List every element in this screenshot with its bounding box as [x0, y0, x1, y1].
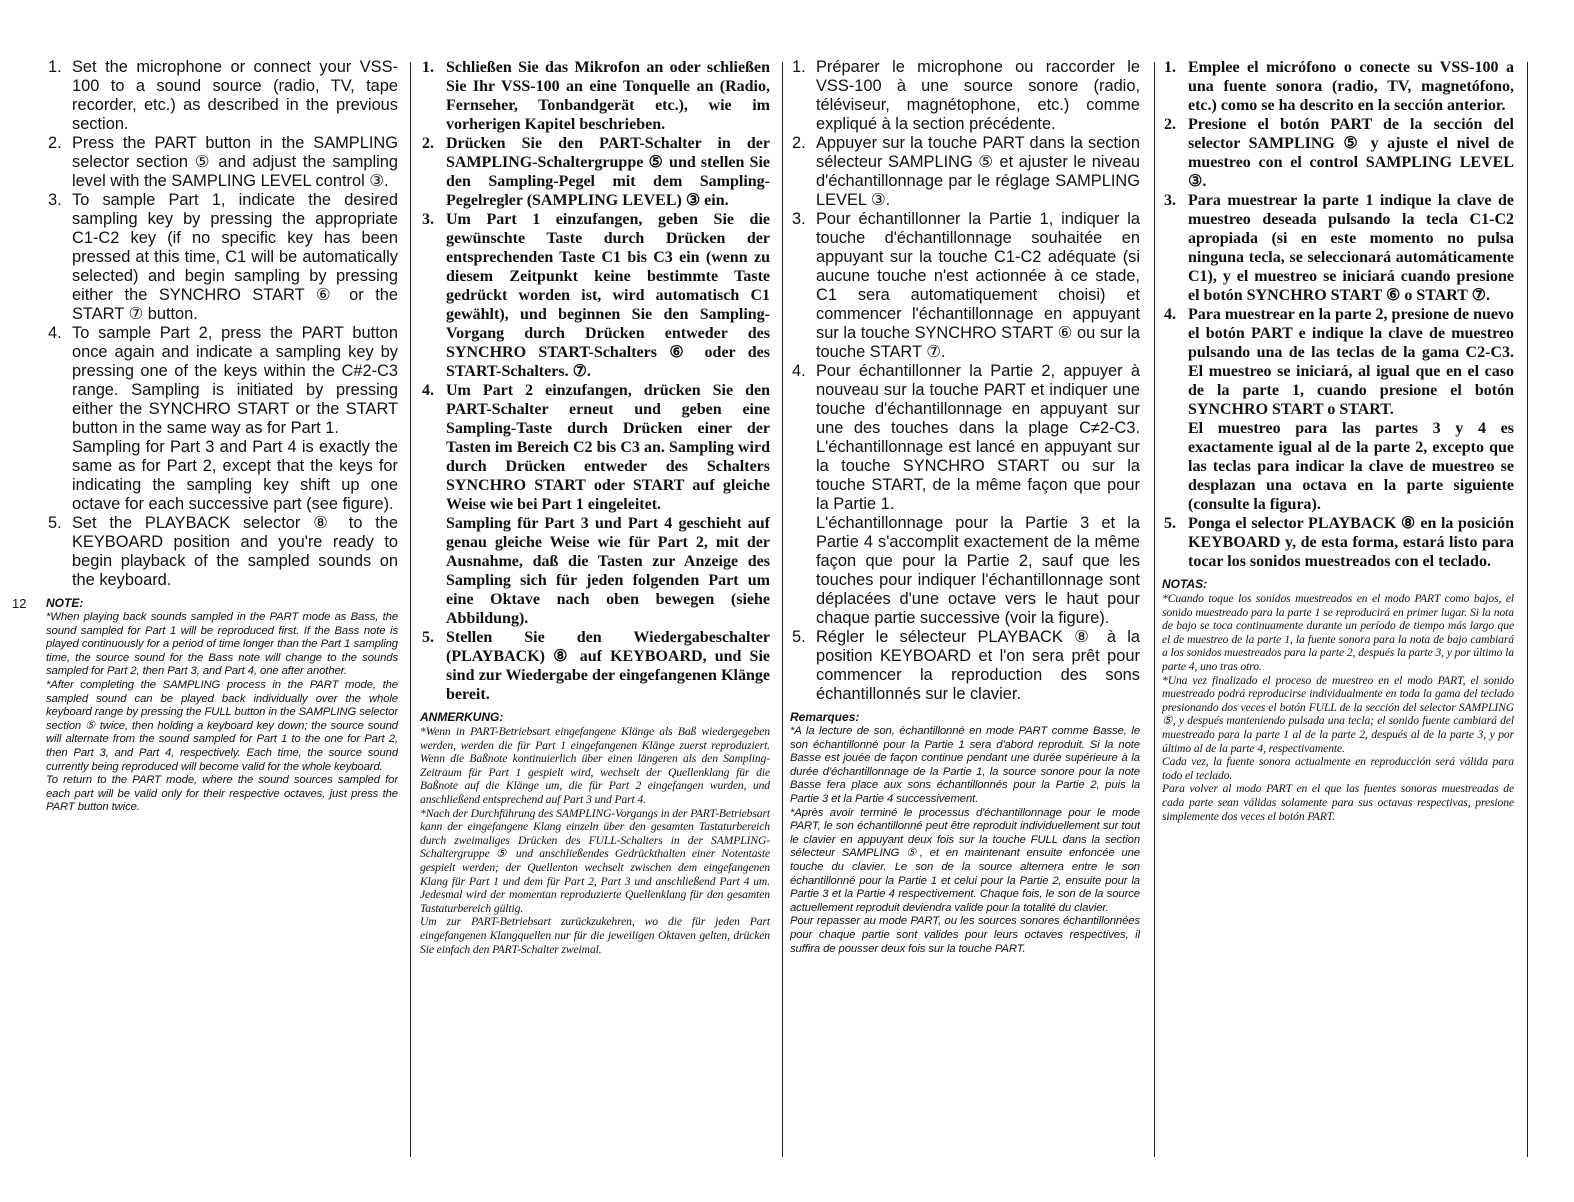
note-title: Remarques: [790, 710, 860, 724]
column-divider [782, 62, 783, 1157]
step: 4. Um Part 2 einzufangen, drücken Sie den PART-Schalter erneut und geben eine Sampling-Taste durch Drücken einer der Tasten im Bereich C2 bis C3 an. Sampling wird durch Drücken entweder des Schalters SYNCHRO START oder START auf gleiche Weise wie bei Part 1 eingeleitet. Sampling für Part 3 und Part 4 geschieht auf genau gleiche Weise wie für Part 2, mit der Ausnahme, daß die Tasten zur Anzeige des Sampling sich für jeden folgenden Part um eine Oktave nach oben bewegen (siehe Abbildung). [422, 382, 770, 627]
note-title: ANMERKUNG: [420, 710, 504, 724]
step-extra-paragraph: El muestreo para las partes 3 y 4 es exactamente igual al de la parte 2, excepto que las teclas para indicar la clave de muestreo se desplazan una octava en la parte siguiente (consulte la figura). [1188, 420, 1514, 513]
step: 1. Set the microphone or connect your VSS-100 to a sound source (radio, TV, tape recorder, etc.) as described in the previous section. [48, 58, 398, 133]
step: 4. Pour échantillonner la Partie 2, appuyer à nouveau sur la touche PART et indiquer une touche d'échantillonnage en appuyant sur une des touches dans la plage C≠2-C3. L'échantillonnage est lancé en appuyant sur la touche SYNCHRO START ou sur la touche START, de la même façon que pour la Partie 1. L'échantillonnage pour la Partie 3 et la Partie 4 s'accomplit exactement de la même façon que pour la Partie 2, sauf que les touches pour indiquer l'échantillonnage sont déplacées d'une octave vers le haut pour chaque partie successive (voir la figure). [792, 362, 1140, 627]
note-title: NOTAS: [1162, 577, 1208, 591]
note: Pour repasser au mode PART, ou les sources sonores échantillonnées pour chaque partie sont valides pour leurs octaves respectives, il suffira de pousser deux fois sur la touche PART. [790, 915, 1140, 955]
step: 5. Régler le sélecteur PLAYBACK ⑧ à la position KEYBOARD et l'on sera prêt pour commencer la reproduction des sons échantillonnés sur le clavier. [792, 628, 1140, 703]
note: *Wenn in PART-Betriebsart eingefangene Klänge als Baß wiedergegeben werden, werden die für Part 1 eingefangenen Klänge zuerst reproduziert. Wenn die Baßnote kontinuierlich über einen längeren als den Sampling-Zeitraum für Part 1 gespielt wird, wechselt der Quellenklang für die Baßnote auf die Klänge um, die für Part 2 eingefangen wurden, und anschließend entsprechend auf Part 3 und Part 4. [420, 725, 770, 806]
step: 5. Stellen Sie den Wiedergabeschalter (PLAYBACK) ⑧ auf KEYBOARD, und Sie sind zur Wiedergabe der eingefangenen Klänge bereit. [422, 629, 770, 703]
spanish-steps [1162, 58, 1514, 571]
step: 2. Press the PART button in the SAMPLING selector section ⑤ and adjust the sampling level with the SAMPLING LEVEL control ③. [48, 134, 398, 190]
note: *When playing back sounds sampled in the PART mode as Bass, the sound sampled for Part 1 will be reproduced first. If the Bass note is played continuously for a period of time longer than the Part 1 sampling time, the source sound for the Bass note will change to the sounds sampled for Part 2, then Part 3, and Part 4, one after another. [46, 611, 398, 678]
column-divider [1527, 62, 1528, 1157]
step: 1. Schließen Sie das Mikrofon an oder schließen Sie Ihr VSS-100 an eine Tonquelle an (Radio, Fernseher, Tonbandgerät etc.), wie im vorherigen Kapitel beschrieben. [422, 59, 770, 133]
step: 4. To sample Part 2, press the PART button once again and indicate a sampling key by pressing one of the keys within the C#2-C3 range. Sampling is initiated by pressing either the SYNCHRO START or the START button in the same way as for Part 1. Sampling for Part 3 and Part 4 is exactly the same as for Part 2, except that the keys for indicating the sampling key shift up one octave for each successive part (see figure). [48, 324, 398, 513]
page-number: 12 [12, 596, 27, 611]
note: *Una vez finalizado el proceso de muestreo en el modo PART, el sonido muestreado podrá reproducirse individualmente en toda la gama del teclado presionando dos veces el botón FULL de la sección del selector SAMPLING ⑤, y después manteniendo pulsada una tecla; el sonido fuente cambiará del muestreado para la parte 1 al de la parte 2, después al de la parte 3, y por último al de la parte 4, respectivamente. [1162, 673, 1514, 755]
step: 1. Emplee el micrófono o conecte su VSS-100 a una fuente sonora (radio, TV, magnetófono, etc.) como se ha descrito en la sección anterior. [1164, 59, 1514, 114]
step: 3. Um Part 1 einzufangen, geben Sie die gewünschte Taste durch Drücken der entsprechenden Taste C1 bis C3 ein (wenn zu diesem Zeitpunkt keine bestimmte Taste gedrückt worden ist, wird automatisch C1 gewählt), und beginnen Sie den Sampling-Vorgang durch Drücken entweder des SYNCHRO START-Schalters ⑥ oder des START-Schalters. ⑦. [422, 211, 770, 380]
step: 5. Ponga el selector PLAYBACK ⑧ en la posición KEYBOARD y, de esta forma, estará listo para tocar los sonidos muestreados con el teclado. [1164, 515, 1514, 570]
spanish-column [1162, 58, 1514, 823]
note: *Après avoir terminé le processus d'échantillonnage pour le mode PART, le son échantillonné peut être reproduit individuellement sur tout le clavier en appuyant deux fois sur la touche FULL dans la section sélecteur SAMPLING ⑤, et en maintenant ensuite enfoncée une touche du clavier. Le son de la source alternera entre le son échantillonné pour la Partie 1 et celui pour la Partie 2, ensuite pour la Partie 3 et la Partie 4 respectivement. Chaque fois, le son de la source actuellement reproduit deviendra valide pour la totalité du clavier. [790, 806, 1140, 914]
note-title: NOTE: [46, 596, 84, 610]
step: 3. To sample Part 1, indicate the desired sampling key by pressing the appropriate C1-C2 key (if no specific key has been pressed at this time, C1 will be automatically selected) and begin sampling by pressing either the SYNCHRO START ⑥ or the START ⑦ button. [48, 191, 398, 323]
note: *After completing the SAMPLING process in the PART mode, the sampled sound can be played back individually over the whole keyboard range by pressing the FULL button in the SAMPLING selector section ⑤ twice, then holding a keyboard key down; the source sound will alternate from the sound sampled for Part 1 to the one for Part 2, then Part 3, and Part 4, respectively. Each time, the source sound currently being reproduced will become valid for the whole keyboard. [46, 678, 398, 773]
step: 5. Set the PLAYBACK selector ⑧ to the KEYBOARD position and you're ready to begin playback of the sampled sounds on the keyboard. [48, 514, 398, 589]
step: 3. Pour échantillonner la Partie 1, indiquer la touche d'échantillonnage souhaitée en appuyant sur la touche C1-C2 adéquate (si aucune touche n'est actionnée à ce stade, C1 sera automatiquement choisi) et commencer l'échantillonnage en appuyant sur la touche SYNCHRO START ⑥ ou sur la touche START ⑦. [792, 210, 1140, 361]
column-divider [1154, 62, 1155, 1157]
step: 2. Presione el botón PART de la sección del selector SAMPLING ⑤ y ajuste el nivel de muestreo con el control SAMPLING LEVEL ③. [1164, 116, 1514, 190]
note: Cada vez, la fuente sonora actualmente en reproducción será válida para todo el teclado. [1162, 755, 1514, 782]
step-extra-paragraph: Sampling für Part 3 und Part 4 geschieht auf genau gleiche Weise wie für Part 2, mit der Ausnahme, daß die Tasten zur Anzeige des Sampling sich für jeden folgenden Part um eine Oktave nach oben bewegen (siehe Abbildung). [446, 515, 770, 627]
german-column [420, 58, 770, 956]
column-divider [410, 62, 411, 1157]
english-column [46, 58, 398, 815]
note: *Cuando toque los sonidos muestreados en el modo PART como bajos, el sonido muestreado para la parte 1 se reproducirá en primer lugar. Si la nota de bajo se toca continuamente durante un período de tiempo más largo que el de muestreo de la parte 1, la fuente sonora para la nota de bajo cambiará a los sonidos muestreados para la parte 2, después la parte 3, y por último la parte 4, uno tras otro. [1162, 592, 1514, 673]
german-steps [420, 58, 770, 704]
english-steps [46, 58, 398, 590]
note: Para volver al modo PART en el que las fuentes sonoras muestreadas de cada parte sean válidas solamente para sus octavas respectivas, presione simplemente dos veces el botón PART. [1162, 782, 1514, 823]
step-extra-paragraph: L'échantillonnage pour la Partie 3 et la Partie 4 s'accomplit exactement de la même façon que pour la Partie 2, sauf que les touches pour indiquer l'échantillonnage sont déplacées d'une octave vers le haut pour chaque partie successive (voir la figure). [816, 514, 1140, 627]
step: 2. Appuyer sur la touche PART dans la section sélecteur SAMPLING ⑤ et ajuster le niveau d'échantillonnage par le réglage SAMPLING LEVEL ③. [792, 134, 1140, 209]
note: To return to the PART mode, where the sound sources sampled for each part will be valid only for their respective octaves, just press the PART button twice. [46, 774, 398, 814]
step-extra-paragraph: Sampling for Part 3 and Part 4 is exactly the same as for Part 2, except that the keys for indicating the sampling key shift up one octave for each successive part (see figure). [72, 438, 398, 513]
step: 3. Para muestrear la parte 1 indique la clave de muestreo deseada pulsando la tecla C1-C2 apropiada (si en este momento no pulsa ninguna tecla, se seleccionará automáticamente C1), y el muestreo se iniciará cuando presione el botón SYNCHRO START ⑥ o START ⑦. [1164, 192, 1514, 304]
step: 4. Para muestrear en la parte 2, presione de nuevo el botón PART e indique la clave de muestreo pulsando una de las teclas de la gama C2-C3. El muestreo se iniciará, al igual que en el caso de la parte 1, cuando presione el botón SYNCHRO START o START. El muestreo para las partes 3 y 4 es exactamente igual al de la parte 2, excepto que las teclas para indicar la clave de muestreo se desplazan una octava en la parte siguiente (consulte la figura). [1164, 306, 1514, 513]
french-column [790, 58, 1140, 956]
french-steps [790, 58, 1140, 704]
note: Um zur PART-Betriebsart zurückzukehren, wo die für jeden Part eingefangenen Klangquellen nur für die jeweiligen Oktaven gelten, drücken Sie einfach den PART-Schalter zweimal. [420, 915, 770, 956]
note: *Nach der Durchführung des SAMPLING-Vorgangs in der PART-Betriebsart kann der eingefangene Klang einzeln über den gesamten Tastaturbereich durch zweimaliges Drücken des FULL-Schalters in der SAMPLING-Schaltergruppe ⑤ und anschließendes Gedrückthalten einer Notentaste gespielt werden; der Quellenton wechselt zwischen dem eingefangenen Klang für Part 1 und dem für Part 2, Part 3 und anschließend Part 4 um. Jedesmal wird der momentan reproduzierte Quellenklang für den gesamten Tastaturbereich gültig. [420, 806, 770, 915]
note: *A la lecture de son, échantillonné en mode PART comme Basse, le son échantillonné pour la Partie 1 sera d'abord reproduit. Si la note Basse est jouée de façon continue pendant une durée supérieure à la durée d'échantillonnage de la Partie 1, la source sonore pour la note Basse fera place aux sons échantillonnés pour la Partie 2, puis la Partie 3 et la Partie 4 successivement. [790, 725, 1140, 805]
step: 1. Préparer le microphone ou raccorder le VSS-100 à une source sonore (radio, téléviseur, magnétophone, etc.) comme expliqué à la section précédente. [792, 58, 1140, 133]
step: 2. Drücken Sie den PART-Schalter in der SAMPLING-Schaltergruppe ⑤ und stellen Sie den Sampling-Pegel mit dem Sampling-Pegelregler (SAMPLING LEVEL) ③ ein. [422, 135, 770, 209]
